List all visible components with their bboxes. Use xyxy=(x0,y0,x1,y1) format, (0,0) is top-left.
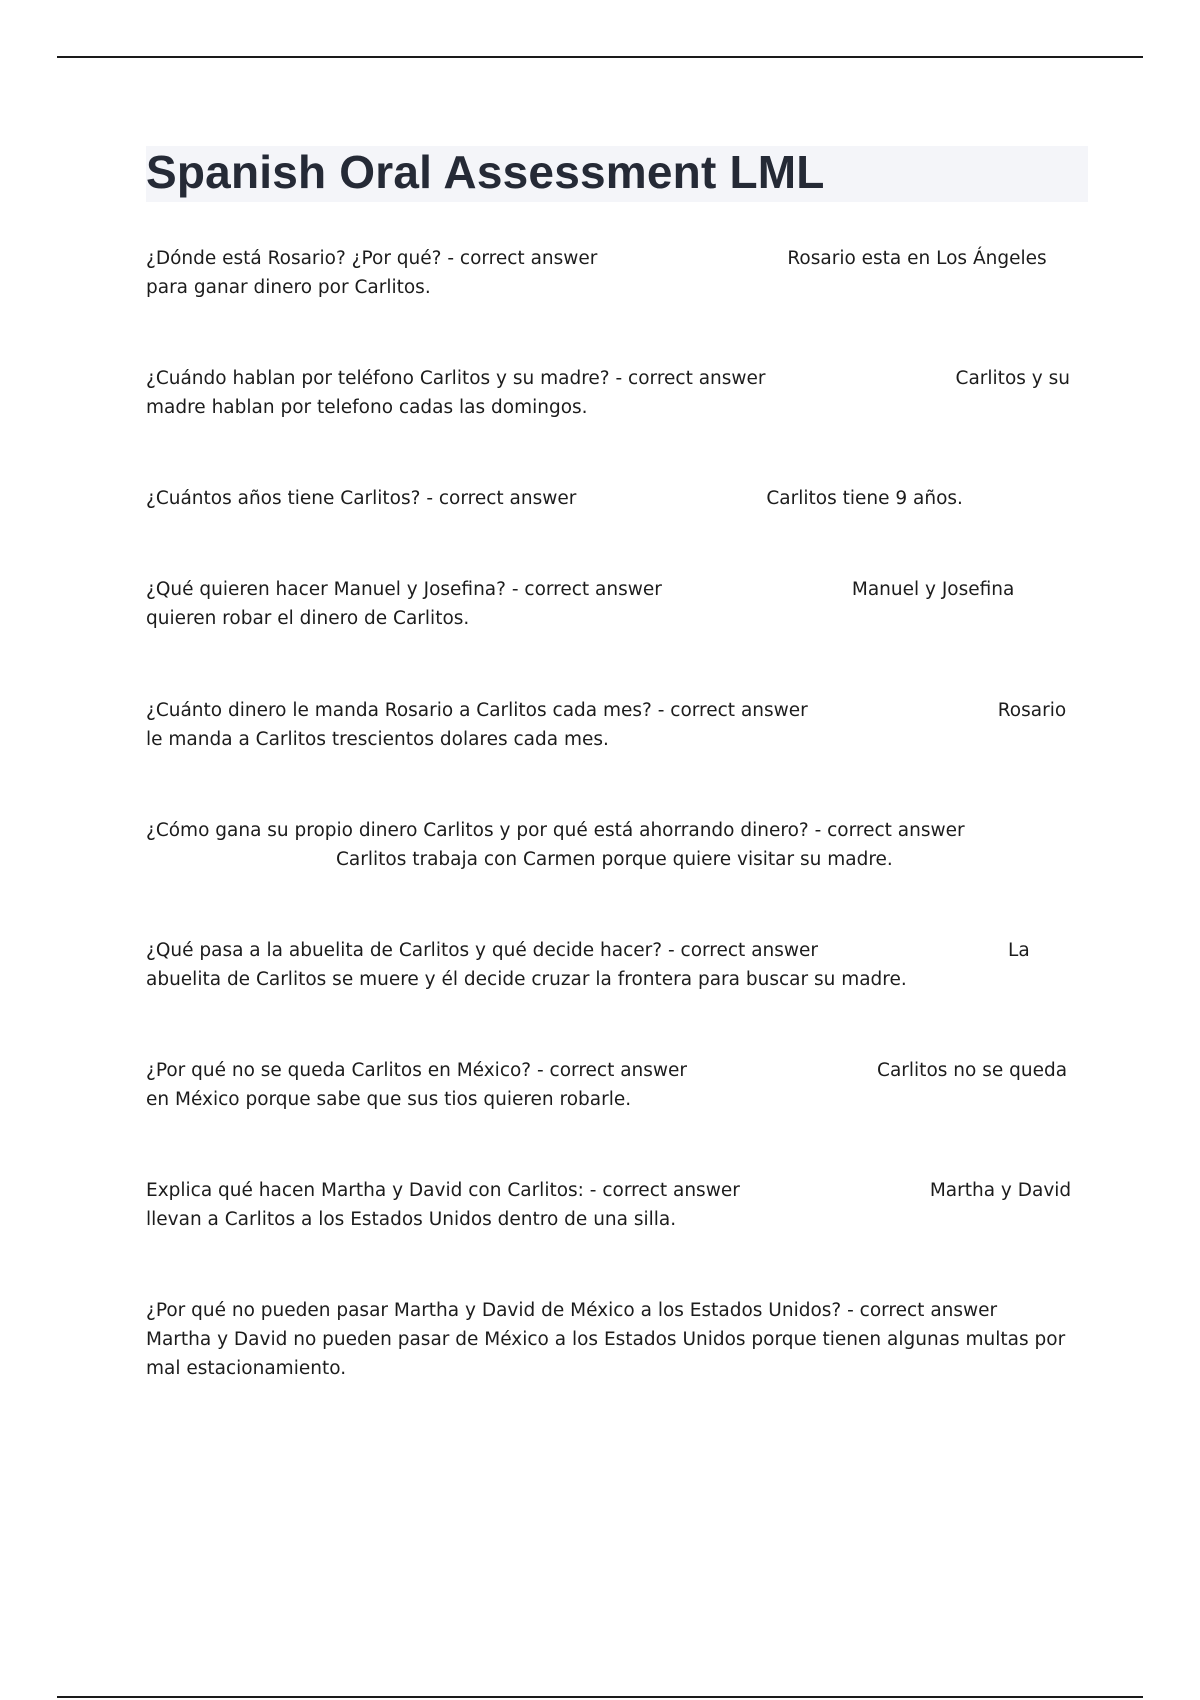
question-text: ¿Cuánto dinero le manda Rosario a Carlitos cada mes? - correct answer xyxy=(146,700,808,721)
answer-text: Carlitos y su madre hablan por telefono cadas las domingos. xyxy=(146,368,1070,418)
question-text: ¿Cómo gana su propio dinero Carlitos y por qué está ahorrando dinero? - correct answer xyxy=(146,820,965,841)
bottom-rule xyxy=(57,1696,1143,1698)
top-rule xyxy=(57,56,1143,58)
question-text: ¿Qué pasa a la abuelita de Carlitos y qué decide hacer? - correct answer xyxy=(146,940,819,961)
qa-item xyxy=(146,696,1086,754)
answer-text: La abuelita de Carlitos se muere y él decide cruzar la frontera para buscar su madre. xyxy=(146,940,1030,990)
qa-item xyxy=(146,1056,1086,1114)
answer-text: Carlitos trabaja con Carmen porque quiere visitar su madre. xyxy=(336,849,893,870)
qa-item xyxy=(146,1296,1086,1383)
qa-item xyxy=(146,1176,1086,1234)
answer-text: Rosario esta en Los Ángeles para ganar dinero por Carlitos. xyxy=(146,248,1047,298)
qa-item xyxy=(146,816,1086,874)
qa-item xyxy=(146,364,1086,422)
question-text: ¿Por qué no se queda Carlitos en México? - correct answer xyxy=(146,1060,688,1081)
question-text: ¿Por qué no pueden pasar Martha y David de México a los Estados Unidos? - correct answer xyxy=(146,1300,998,1321)
question-text: ¿Qué quieren hacer Manuel y Josefina? - correct answer xyxy=(146,579,662,600)
page-title: Spanish Oral Assessment LML xyxy=(146,146,825,198)
qa-item xyxy=(146,575,1086,633)
answer-text: Martha y David no pueden pasar de México a los Estados Unidos porque tienen algunas multas por mal estacionamiento. xyxy=(146,1329,1066,1379)
qa-item xyxy=(146,936,1086,994)
question-text: Explica qué hacen Martha y David con Carlitos: - correct answer xyxy=(146,1180,740,1201)
question-text: ¿Cuándo hablan por teléfono Carlitos y su madre? - correct answer xyxy=(146,368,766,389)
qa-item xyxy=(146,484,1086,513)
question-text: ¿Dónde está Rosario? ¿Por qué? - correct answer xyxy=(146,248,598,269)
answer-text: Carlitos no se queda en México porque sabe que sus tios quieren robarle. xyxy=(146,1060,1068,1110)
answer-text: Rosario le manda a Carlitos trescientos dolares cada mes. xyxy=(146,700,1067,750)
answer-text: Martha y David llevan a Carlitos a los Estados Unidos dentro de una silla. xyxy=(146,1180,1072,1230)
qa-item xyxy=(146,244,1086,302)
answer-text: Carlitos tiene 9 años. xyxy=(766,488,963,509)
answer-text: Manuel y Josefina quieren robar el dinero de Carlitos. xyxy=(146,579,1015,629)
question-text: ¿Cuántos años tiene Carlitos? - correct answer xyxy=(146,488,577,509)
